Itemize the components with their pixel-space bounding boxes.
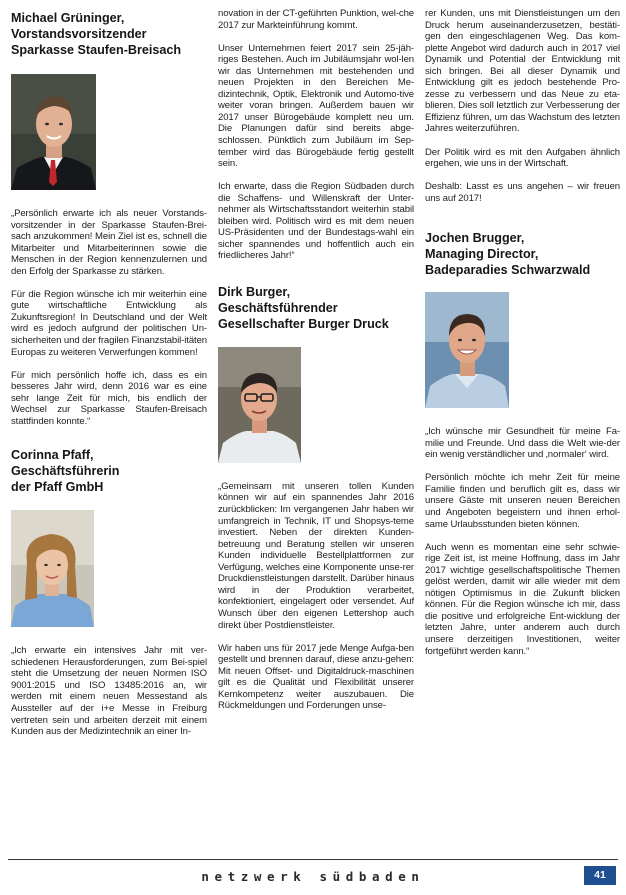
heading-gruninger: Michael Grüninger, Vorstandsvorsitzender Sparkasse Staufen-Breisach	[11, 11, 182, 57]
paragraph: „Persönlich erwarte ich als neuer Vorstands-vorsitzender in der Sparkasse Staufen-Brei-sach anzukommen! Mein Ziel ist es, schnell die Mitarbeiter und Mitarbeiterinnen sowie die Menschen in der Region kennenzulernen und den Erfolg der Sparkasse zu stärken.	[11, 208, 207, 277]
column-3	[425, 8, 620, 669]
portrait-photo-brugger	[425, 292, 509, 408]
portrait-photo-gruninger	[11, 74, 96, 190]
paragraph: Ich erwarte, dass die Region Südbaden durch die Schaffens- und Willenskraft der Unter-nehmer als Wirtschaftsstandort weiterhin stabil bleiben wird. Politisch wird es mit dem neuen US-Präsidenten und der Bundestags-wahl ein sicher spannendes und hoffentlich auch ein friedlicheres Jahr!“	[218, 181, 414, 262]
paragraph: rer Kunden, uns mit Dienstleistungen um den Druck herum auseinanderzusetzen, bestäti-gen den eingeschlagenen Weg. Das kom-plette Angebot wird dadurch auch in 2017 viel Dynamik und Potential der Entwicklung mit sich bringen. Bei all dieser Dynamik und Entwicklung gilt es jedoch bestehende Pro-zesse zu verbessern und das Neue zu eta-blieren. Dies soll letztlich zur Verbesserung der Effizienz führen, um das Wachstum des letzten Jahres weiterzuführen.	[425, 8, 620, 135]
paragraph: Wir haben uns für 2017 jede Menge Aufga-ben gestellt und brennen darauf, diese anzu-gehen: Mit neuen Offset- und Digitaldruck-maschinen gilt es die Qualität und Flexibilität unserer Kernkompetenz weiter auszubauen. Die Rückmeldungen und Forderungen unse-	[218, 642, 414, 712]
paragraph: Unser Unternehmen feiert 2017 sein 25-jäh-riges Bestehen. Auch im Jubiläumsjahr wol-len wir das Unternehmen mit bestehenden und neuen Projekten in den Bereichen Me-dizintechnik, Optik, Elektronik und Automo-tive weiter voran bringen. Außerdem bauen wir 2017 unser Bürogebäude komplett neu um. Die Planungen dafür sind bereits abge-schlossen. Pünktlich zum Jubiläum im Sep-tember wird das Bürogebäude fertig gestellt sein.	[218, 42, 414, 170]
column-2	[218, 8, 414, 723]
paragraph: novation in der CT-geführten Punktion, wel-che 2017 zur Markteinführung kommt.	[218, 8, 414, 31]
heading-pfaff: Corinna Pfaff, Geschäftsführerin der Pfaff GmbH	[11, 448, 120, 495]
footer-divider	[8, 859, 618, 860]
paragraph: „Ich wünsche mir Gesundheit für meine Fa-milie und Freunde. Und dass die Welt wie-der ein wenig verständlicher und ‚normaler‘ wird.	[425, 426, 620, 461]
paragraph: „Ich erwarte ein intensives Jahr mit ver-schiedenen Herausforderungen, zum Bei-spiel steht die Umsetzung der neuen Normen ISO 9001:2015 und ISO 13485:2016 an, wir werden mit einem neuen Messestand als Aussteller auf der i+e Messe in Freiburg vertreten sein und arbeiten derzeit mit einem Kunden aus der Medizintechnik an einer In-	[11, 645, 207, 738]
paragraph: Deshalb: Lasst es uns angehen – wir freuen uns auf 2017!	[425, 181, 620, 204]
column-1	[11, 8, 207, 749]
paragraph: Auch wenn es momentan eine sehr schwie-rige Zeit ist, ist meine Hoffnung, dass im Jahr 2017 wichtige gesellschaftspolitische Themen gelöst werden, damit wir alle wieder mit dem nötigen Optimismus in die Zukunft blicken können. Für die Region wünsche ich mir, dass die positive und erfolgreiche Ent-wicklung der letzten Jahre, unter anderem auch durch unsere derzeitigen Investitionen, weiter fortgeführt werden kann.“	[425, 541, 620, 657]
paragraph: Persönlich möchte ich mehr Zeit für meine Familie finden und beruflich gilt es, dass wir unsere Gäste mit unseren neuen Bereichen und Angeboten begeistern und ihnen erhol-same Urlaubsstunden bieten können.	[425, 472, 620, 530]
portrait-photo-burger	[218, 347, 301, 463]
heading-brugger: Jochen Brugger, Managing Director, Badeparadies Schwarzwald	[425, 231, 591, 278]
paragraph: Für mich persönlich hoffe ich, dass es ein besseres Jahr wird, denn 2016 war es eine sehr lange Zeit für mich, bis endlich der Wechsel zur Sparkasse Staufen-Breisach stattfinden konnte.“	[11, 369, 207, 427]
paragraph: „Gemeinsam mit unseren tollen Kunden können wir auf ein spannendes Jahr 2016 zurückblicken: Im vergangenen Jahr haben wir umfangreich in Technik, IT und Shopsys-teme investiert. Neben der direkten Kunden-betreuung und Beratung stellen wir unseren Kunden individuelle Bestellplattformen zur Verfügung, welches eine Komponente unse-rer Druckdienstleistungen darstellt. Darüber hinaus wird in der Produktion verarbeitet, konfektioniert, eingelagert oder versendet. Auf Wunsch über den eigenen Lettershop auch direkt über Postdienstleister.	[218, 480, 414, 631]
portrait-photo-pfaff	[11, 510, 94, 627]
footer-publication-title: netzwerk südbaden	[201, 869, 425, 884]
paragraph: Für die Region wünsche ich mir weiterhin eine gute wirtschaftliche Entwicklung als Zukunftsregion! In Deutschland und der Welt wird es jedoch aufgrund der politischen Un-sicherheiten und der fragilen Finanzstabil-itäten Europas zu weiteren Verwerfungen kommen!	[11, 288, 207, 358]
page-number-badge: 41	[584, 866, 616, 885]
paragraph: Der Politik wird es mit den Aufgaben ähnlich ergehen, wie uns in der Wirtschaft.	[425, 146, 620, 170]
heading-burger: Dirk Burger, Geschäftsführender Gesellschafter Burger Druck	[218, 284, 389, 331]
